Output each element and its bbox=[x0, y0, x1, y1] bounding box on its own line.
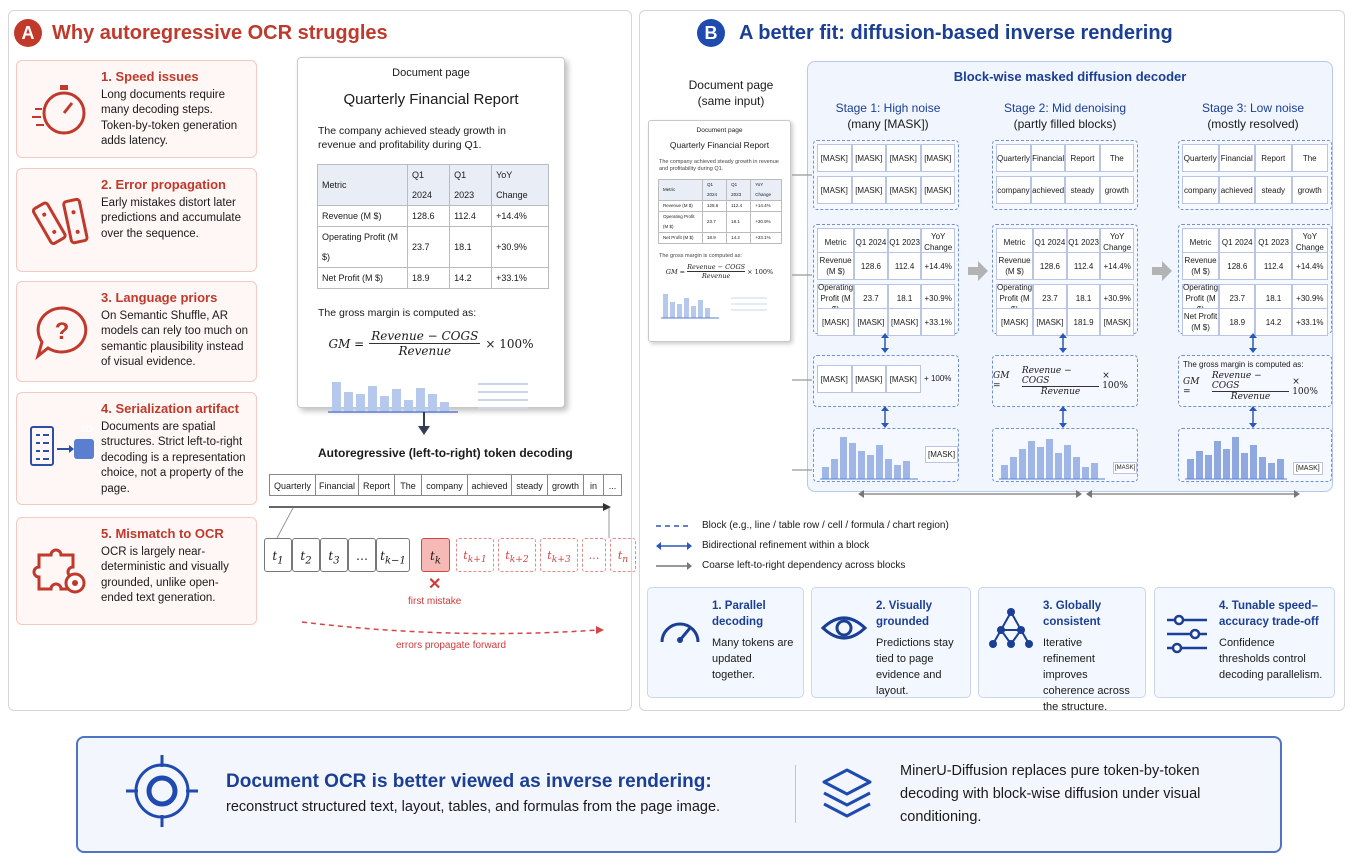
document-page bbox=[297, 57, 565, 408]
t-token: $t_1$ bbox=[264, 538, 292, 572]
issue-card-error bbox=[16, 168, 257, 272]
legend-block: Block (e.g., line / table row / cell / formula / chart region) bbox=[702, 520, 949, 531]
stage3-formula-block: The gross margin is computed as: GM = Revenue − COGS Revenue × 100% bbox=[1178, 355, 1332, 407]
td: 128.6 bbox=[407, 206, 449, 227]
issue-body: Long documents require many decoding steps. Token-by-token generation adds latency. bbox=[101, 88, 238, 147]
serialization-icon bbox=[23, 401, 101, 496]
stage1-formula-block: [MASK] [MASK] [MASK] + 100% bbox=[813, 355, 959, 407]
speedometer-icon bbox=[656, 608, 704, 656]
td: +14.4% bbox=[492, 206, 549, 227]
stage2-formula-block: GM = Revenue − COGS Revenue × 100% bbox=[992, 355, 1138, 407]
dashed-line-icon bbox=[656, 523, 692, 529]
stage2-text-block: Quarterly Financial Report The company achieved steady growth bbox=[992, 140, 1138, 210]
formula-den: Revenue bbox=[398, 344, 452, 358]
stopwatch-icon bbox=[23, 69, 101, 149]
issue-title: 3. Language priors bbox=[101, 290, 218, 305]
td: 23.7 bbox=[407, 227, 449, 268]
t-token: … bbox=[582, 538, 606, 572]
t-token-red-row bbox=[456, 538, 636, 572]
feature-body: Confidence thresholds control decoding parallelism. bbox=[1219, 637, 1323, 681]
eye-icon bbox=[820, 604, 868, 652]
issue-card-mismatch bbox=[16, 517, 257, 625]
formula-tail: × 100% bbox=[485, 336, 534, 351]
legend-coarse: Coarse left-to-right dependency across blocks bbox=[702, 560, 906, 571]
panel-a-badge: A bbox=[14, 19, 42, 47]
panel-b-title: A better fit: diffusion-based inverse rendering bbox=[739, 21, 1173, 44]
formula-num: Revenue − COGS bbox=[371, 329, 479, 343]
issue-body: Early mistakes distort later predictions and accumulate over the sequence. bbox=[101, 196, 241, 240]
banner-divider bbox=[795, 765, 796, 823]
feature-title: 2. Visually grounded bbox=[876, 600, 933, 628]
legend bbox=[656, 516, 949, 576]
token: steady bbox=[512, 474, 548, 496]
issue-title: 1. Speed issues bbox=[101, 69, 199, 84]
stage-3-title: Stage 3: Low noise (mostly resolved) bbox=[1201, 101, 1305, 131]
t-token: $t_{k+3}$ bbox=[540, 538, 578, 572]
ar-label: Autoregressive (left-to-right) token decoding bbox=[318, 446, 573, 460]
token-row bbox=[269, 474, 622, 496]
formula bbox=[298, 329, 564, 358]
small-bar-chart bbox=[657, 286, 787, 326]
feature-title: 1. Parallel decoding bbox=[712, 600, 766, 628]
stage2-table-block: Metric Q1 2024 Q1 2023 YoY Change Revenue (M $) 128.6 112.4 +14.4% Operating Profit (M 23.7 18.1 +30.9% [MASK] [MASK] 181.9 [MASK] bbox=[992, 224, 1138, 334]
doc-table bbox=[317, 164, 549, 289]
panel-a-header bbox=[14, 19, 388, 47]
small-doc-table: Metric Q1 2024 Q1 2023 YoY Change Revenue (M $) 128.6 112.4 +14.4% Operating Profit (M $) 23.7 18.1 +30.9% Net Profit (M $) 18.9 14.2 +33.1% bbox=[658, 179, 782, 244]
small-formula-intro: The gross margin is computed as: bbox=[659, 253, 742, 259]
panel-b-header bbox=[697, 19, 1173, 47]
feature-globally-consistent bbox=[978, 587, 1146, 713]
t-token-row bbox=[264, 538, 410, 572]
token: growth bbox=[548, 474, 584, 496]
issue-body: On Semantic Shuffle, AR models can rely too much on semantic plausibility instead of visual evidence. bbox=[101, 309, 249, 368]
stage1-text-block: [MASK] [MASK] [MASK] [MASK] [MASK] [MASK] [MASK] [MASK] bbox=[813, 140, 959, 210]
errors-forward-label: errors propagate forward bbox=[396, 640, 507, 651]
decoder-title: Block-wise masked diffusion decoder bbox=[953, 69, 1187, 84]
feature-body: Many tokens are updated together. bbox=[712, 637, 794, 681]
t-token: $t_2$ bbox=[292, 538, 320, 572]
token: company bbox=[422, 474, 468, 496]
td: Net Profit (M $) bbox=[318, 268, 408, 289]
t-token: $t_{k+2}$ bbox=[498, 538, 536, 572]
feature-parallel bbox=[647, 587, 804, 698]
td: 112.4 bbox=[450, 206, 492, 227]
token: ... bbox=[604, 474, 622, 496]
td: +33.1% bbox=[492, 268, 549, 289]
doc-label-b-2: (same input) bbox=[697, 94, 765, 108]
feature-title: 4. Tunable speed–accuracy trade-off bbox=[1219, 600, 1319, 628]
summary-right: MinerU-Diffusion replaces pure token-by-token decoding with block-wise diffusion under visual conditioning. bbox=[900, 763, 1201, 825]
issue-title: 5. Mismatch to OCR bbox=[101, 526, 224, 541]
panel-a-title: Why autoregressive OCR struggles bbox=[52, 21, 388, 44]
network-icon bbox=[987, 604, 1035, 652]
small-doc-text: The company achieved steady growth in revenue and profitability during Q1. bbox=[659, 159, 779, 172]
bidirectional-arrow-icon bbox=[656, 542, 692, 550]
small-doc-label: Document page bbox=[696, 127, 743, 134]
issue-title: 4. Serialization artifact bbox=[101, 401, 239, 416]
token: Quarterly bbox=[269, 474, 316, 496]
th: Q1 2023 bbox=[450, 165, 492, 206]
doc-label-b-1: Document page bbox=[688, 78, 774, 92]
token: achieved bbox=[468, 474, 512, 496]
decoder-arrows bbox=[790, 130, 1350, 510]
doc-bar-chart bbox=[318, 366, 558, 426]
feature-visually-grounded bbox=[811, 587, 971, 698]
token: in bbox=[584, 474, 604, 496]
down-arrow-icon bbox=[416, 412, 432, 438]
t-token: $t_{k-1}$ bbox=[376, 538, 410, 572]
feature-tunable bbox=[1154, 587, 1335, 698]
feature-body: Predictions stay tied to page evidence and layout. bbox=[876, 637, 954, 697]
formula-lhs: GM = bbox=[328, 336, 365, 351]
first-mistake-label: first mistake bbox=[408, 596, 462, 607]
issue-card-speed bbox=[16, 60, 257, 158]
issue-card-language bbox=[16, 281, 257, 382]
th: YoY Change bbox=[492, 165, 549, 206]
stage-1-title: Stage 1: High noise (many [MASK]) bbox=[835, 101, 941, 131]
small-doc-title: Quarterly Financial Report bbox=[669, 140, 770, 150]
t-token-mistake: $t_k$ bbox=[421, 538, 450, 572]
doc-title: Quarterly Financial Report bbox=[343, 91, 519, 108]
token: Report bbox=[359, 474, 395, 496]
summary-sub: reconstruct structured text, layout, tables, and formulas from the page image. bbox=[226, 799, 721, 815]
x-icon: ✕ bbox=[428, 576, 442, 593]
small-document-page bbox=[648, 120, 791, 342]
layers-icon bbox=[818, 766, 876, 824]
issue-title: 2. Error propagation bbox=[101, 177, 226, 192]
issue-body: OCR is largely near-deterministic and visually grounded, unlike open-ended text generation. bbox=[101, 545, 229, 604]
td: +30.9% bbox=[492, 227, 549, 268]
right-arrow-icon bbox=[656, 562, 692, 570]
td: 18.1 bbox=[450, 227, 492, 268]
feature-body: Iterative refinement improves coherence across the structure. bbox=[1043, 637, 1130, 713]
token: Financial bbox=[316, 474, 359, 496]
td: Operating Profit (M $) bbox=[318, 227, 408, 268]
issue-card-serialization bbox=[16, 392, 257, 505]
td: Revenue (M $) bbox=[318, 206, 408, 227]
stage1-table-block: Metric Q1 2024 Q1 2023 YoY Change Revenue (M $) 128.6 112.4 +14.4% Operating Profit (M 23.7 18.1 +30.9% [MASK] [MASK] [MASK] +33.1% bbox=[813, 224, 959, 334]
stage3-chart-mask: [MASK] bbox=[1293, 462, 1323, 475]
stage1-chart-mask: [MASK] bbox=[925, 446, 958, 463]
td: 18.9 bbox=[407, 268, 449, 289]
t-token: … bbox=[348, 538, 376, 572]
stage3-table-block: Metric Q1 2024 Q1 2023 YoY Change Revenue (M $) 128.6 112.4 +14.4% Operating Profit (M 23.7 18.1 +30.9% Net Profit (M $) 18.9 14.2 +33.1% bbox=[1178, 224, 1332, 334]
svg-text:?: ? bbox=[54, 317, 70, 345]
dominoes-icon bbox=[23, 177, 101, 263]
small-formula: GM = Revenue − COGS Revenue × 100% bbox=[665, 263, 774, 280]
legend-bidirectional: Bidirectional refinement within a block bbox=[702, 540, 870, 551]
th: Q1 2024 bbox=[407, 165, 449, 206]
t-token: $t_3$ bbox=[320, 538, 348, 572]
stage3-text-block: Quarterly Financial Report The company achieved steady growth bbox=[1178, 140, 1332, 210]
puzzle-target-icon bbox=[23, 526, 101, 616]
t-token: $t_n$ bbox=[610, 538, 636, 572]
doc-text: The company achieved steady growth in revenue and profitability during Q1. bbox=[318, 125, 506, 151]
stage2-chart-mask: [MASK] bbox=[1113, 462, 1137, 474]
th: Metric bbox=[318, 165, 408, 206]
t-token: $t_{k+1}$ bbox=[456, 538, 494, 572]
doc-label: Document page bbox=[392, 67, 470, 79]
panel-b-badge: B bbox=[697, 19, 725, 47]
question-bubble-icon bbox=[23, 290, 101, 373]
td: 14.2 bbox=[450, 268, 492, 289]
token: The bbox=[395, 474, 422, 496]
formula-intro: The gross margin is computed as: bbox=[318, 307, 477, 319]
doc-label-b bbox=[648, 77, 814, 109]
issue-body: Documents are spatial structures. Strict left-to-right decoding is a representation choice, not a property of the page. bbox=[101, 420, 246, 495]
sliders-icon bbox=[1163, 610, 1211, 658]
feature-title: 3. Globally consistent bbox=[1043, 600, 1102, 628]
target-icon bbox=[124, 753, 200, 829]
stage-2-title: Stage 2: Mid denoising (partly filled blocks) bbox=[1003, 101, 1127, 131]
summary-headline: Document OCR is better viewed as inverse rendering: bbox=[226, 771, 712, 792]
serialization-icon-label: 1D bbox=[81, 424, 93, 434]
